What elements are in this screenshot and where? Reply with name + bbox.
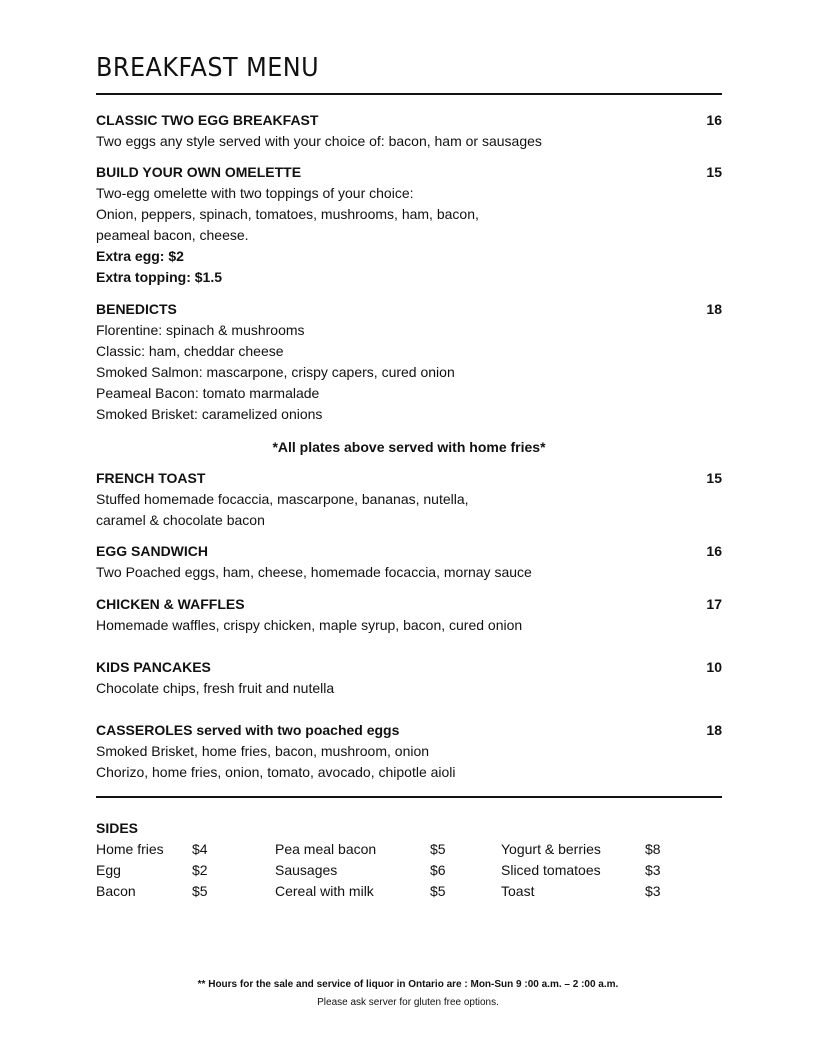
- menu-item: [96, 468, 722, 531]
- menu-item: [96, 110, 722, 152]
- side-item-price: $3: [645, 862, 661, 878]
- menu-item-price: 18: [706, 301, 722, 317]
- side-item-name: Egg: [96, 862, 121, 878]
- side-item-price: $5: [430, 883, 446, 899]
- menu-item-description: Classic: ham, cheddar cheese: [96, 343, 284, 359]
- menu-item-price: 18: [706, 722, 722, 738]
- menu-item-description: Two-egg omelette with two toppings of your choice:: [96, 185, 414, 201]
- menu-item-name: CASSEROLES served with two poached eggs: [96, 722, 400, 738]
- menu-item-description: Peameal Bacon: tomato marmalade: [96, 385, 320, 401]
- menu-item: [96, 299, 722, 425]
- menu-item-description: Smoked Brisket: caramelized onions: [96, 406, 323, 422]
- menu-item: [96, 541, 722, 583]
- menu-item-description: Two eggs any style served with your choice of: bacon, ham or sausages: [96, 133, 542, 149]
- menu-item-header: [96, 657, 722, 678]
- menu-item-description: Onion, peppers, spinach, tomatoes, mushrooms, ham, bacon,: [96, 206, 479, 222]
- side-item-price: $6: [430, 862, 446, 878]
- menu-item: [96, 720, 722, 783]
- menu-item-extra: Extra egg: $2: [96, 248, 184, 264]
- menu-item-description: Stuffed homemade focaccia, mascarpone, bananas, nutella,: [96, 491, 469, 507]
- menu-item-price: 10: [706, 659, 722, 675]
- menu-item: [96, 162, 722, 288]
- top-divider: [96, 93, 722, 95]
- menu-item-header: [96, 541, 722, 562]
- side-item-name: Toast: [501, 883, 535, 899]
- menu-item-name: CLASSIC TWO EGG BREAKFAST: [96, 112, 319, 128]
- menu-item-description: Chorizo, home fries, onion, tomato, avocado, chipotle aioli: [96, 764, 456, 780]
- menu-item-extra: Extra topping: $1.5: [96, 269, 223, 285]
- side-item-price: $5: [430, 841, 446, 857]
- page-title: BREAKFAST MENU: [96, 53, 320, 83]
- side-item-name: Pea meal bacon: [275, 841, 377, 857]
- side-item-price: $2: [192, 862, 208, 878]
- side-item-name: Bacon: [96, 883, 136, 899]
- menu-item-name: KIDS PANCAKES: [96, 659, 211, 675]
- menu-item-price: 17: [706, 596, 722, 612]
- menu-item-header: [96, 299, 722, 320]
- gluten-notice: Please ask server for gluten free options.: [317, 997, 499, 1008]
- bottom-divider: [96, 796, 722, 798]
- side-item-name: Cereal with milk: [275, 883, 374, 899]
- menu-item-header: [96, 110, 722, 131]
- menu-item-description: caramel & chocolate bacon: [96, 512, 265, 528]
- side-item-name: Sliced tomatoes: [501, 862, 601, 878]
- menu-item-price: 15: [706, 164, 722, 180]
- menu-item-header: [96, 720, 722, 741]
- menu-item-price: 15: [706, 470, 722, 486]
- menu-item-name: EGG SANDWICH: [96, 543, 208, 559]
- menu-item-name: BENEDICTS: [96, 301, 177, 317]
- menu-item-description: Smoked Brisket, home fries, bacon, mushroom, onion: [96, 743, 430, 759]
- menu-item-description: Homemade waffles, crispy chicken, maple syrup, bacon, cured onion: [96, 617, 523, 633]
- menu-item: [96, 594, 722, 636]
- menu-item-description: peameal bacon, cheese.: [96, 227, 249, 243]
- side-item-name: Home fries: [96, 841, 164, 857]
- menu-item: [96, 657, 722, 699]
- sides-heading: SIDES: [96, 820, 139, 836]
- side-item-price: $4: [192, 841, 208, 857]
- menu-item-price: 16: [706, 543, 722, 559]
- side-item-name: Yogurt & berries: [501, 841, 601, 857]
- menu-item-description: Chocolate chips, fresh fruit and nutella: [96, 680, 335, 696]
- menu-item-header: [96, 594, 722, 615]
- home-fries-note: *All plates above served with home fries*: [272, 439, 546, 455]
- side-item-price: $5: [192, 883, 208, 899]
- menu-item-name: CHICKEN & WAFFLES: [96, 596, 245, 612]
- menu-item-price: 16: [706, 112, 722, 128]
- menu-item-name: BUILD YOUR OWN OMELETTE: [96, 164, 302, 180]
- menu-item-description: Florentine: spinach & mushrooms: [96, 322, 305, 338]
- menu-item-header: [96, 468, 722, 489]
- menu-item-description: Smoked Salmon: mascarpone, crispy capers, cured onion: [96, 364, 455, 380]
- side-item-name: Sausages: [275, 862, 338, 878]
- side-item-price: $8: [645, 841, 661, 857]
- menu-item-name: FRENCH TOAST: [96, 470, 206, 486]
- menu-item-description: Two Poached eggs, ham, cheese, homemade focaccia, mornay sauce: [96, 564, 532, 580]
- menu-item-header: [96, 162, 722, 183]
- side-item-price: $3: [645, 883, 661, 899]
- liquor-notice: ** Hours for the sale and service of liquor in Ontario are : Mon-Sun 9 :00 a.m. – 2 :00 a.m.: [197, 979, 619, 990]
